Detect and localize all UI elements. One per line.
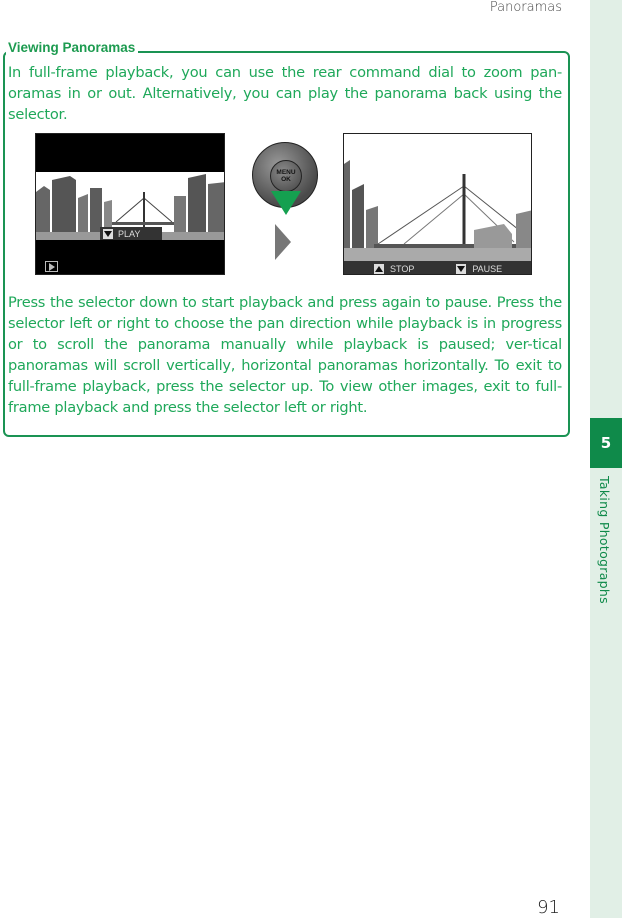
note-paragraph-instructions: Press the selector down to start playback and press again to pause. Press the selector left or right to choose the pan direction while playback is in progress or to scroll the panorama manually while playback is paused; ver-tical panoramas will scroll vertically, horizontal panoramas horizontally. To exit to full-frame playback, press the selector up. To view other images, exit to full-frame playback and press the selector left or right. — [8, 294, 562, 416]
chapter-number-tab: 5 — [590, 418, 622, 468]
full-frame-screen — [35, 133, 225, 275]
menu-ok-button — [270, 160, 302, 192]
chapter-title: Taking Photographs — [597, 476, 612, 604]
playback-status-bar — [344, 261, 532, 275]
running-header: Panoramas — [489, 0, 562, 15]
playback-mode-icon — [45, 261, 58, 272]
chapter-sidebar — [590, 0, 622, 918]
stop-label: STOP — [390, 263, 415, 274]
play-label: PLAY — [118, 228, 141, 239]
next-step-arrow-icon — [275, 224, 291, 260]
note-title: Viewing Panoramas — [6, 40, 138, 55]
dial-ok-label: OK — [281, 176, 291, 183]
pause-label: PAUSE — [472, 263, 503, 274]
down-arrow-icon — [456, 264, 466, 274]
panorama-playback-screen — [343, 133, 532, 275]
dial-menu-label: MENU — [276, 169, 296, 176]
up-arrow-icon — [374, 264, 384, 274]
note-paragraph-intro: In full-frame playback, you can use the rear command dial to zoom pan-oramas in or out. Alternatively, you can play the panorama back using the selector. — [8, 64, 562, 123]
page-number: 91 — [537, 897, 560, 918]
panorama-playback-view — [344, 134, 532, 261]
down-arrow-icon — [103, 229, 113, 239]
press-down-arrow-icon — [271, 191, 301, 215]
play-hint-bar — [100, 227, 162, 240]
